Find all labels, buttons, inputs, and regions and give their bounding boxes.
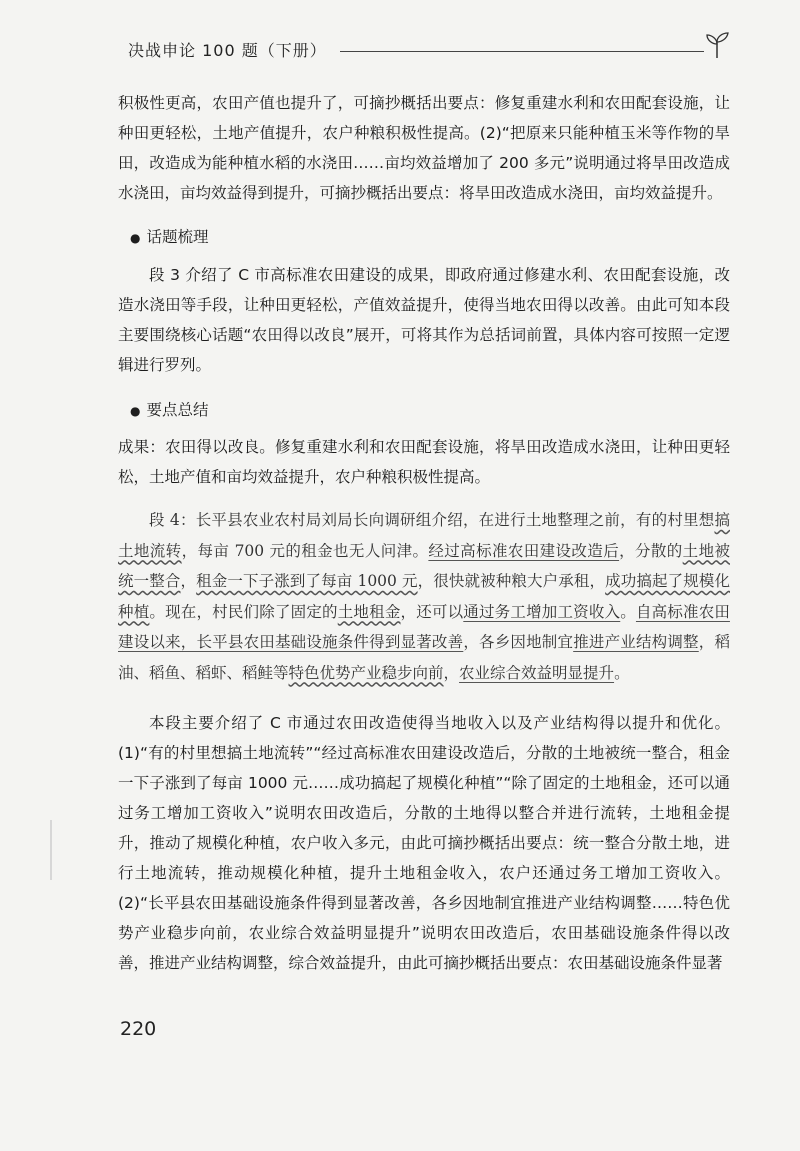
running-header xyxy=(128,28,738,68)
quote-text: ，每亩 700 元的租金也无人问津。 xyxy=(181,541,429,560)
paragraph-3: 成果：农田得以改良。修复重建水利和农田配套设施，将旱田改造成水浇田，让种田更轻松，土地产值和亩均效益提升，农户种粮积极性提高。 xyxy=(118,438,730,486)
page-number: 220 xyxy=(120,1018,157,1040)
header-rule xyxy=(340,51,704,52)
quote-text: ，分散的 xyxy=(619,541,683,560)
quote-text: ， xyxy=(443,663,460,682)
quote-text: ，很快就被种粮大户承租， xyxy=(417,572,606,590)
quote-text: 。 xyxy=(620,602,636,621)
quote-text: ，各乡因地制宜 xyxy=(463,633,574,651)
bullet-icon: ● xyxy=(130,404,141,418)
quote-underlined: 租金一下子涨到了每亩 1000 元 xyxy=(196,572,418,590)
section-heading-label: 要点总结 xyxy=(146,401,209,419)
quote-text: 。现在，村民们除了固定的 xyxy=(149,602,338,621)
quote-underlined: 推进产业结构调整 xyxy=(573,633,699,651)
paragraph-2: 段 3 介绍了 C 市高标准农田建设的成果，即政府通过修建水利、农田配套设施，改造水浇田等手段，让种田更轻松，产值效益提升，使得当地农田得以改善。由此可知本段主要围绕核心话题“农田得以改良”展开，可将其作为总括词前置，具体内容可按照一定逻辑进行罗列。 xyxy=(118,266,730,374)
bullet-icon: ● xyxy=(130,231,141,245)
quote-underlined: 土地被统一整合 xyxy=(118,541,730,590)
source-material-quote xyxy=(118,505,730,688)
quote-text: ，稻油、稻鱼、稻虾、稻鲑等 xyxy=(118,633,730,682)
quote-text: 。 xyxy=(614,663,630,682)
quote-underlined: 通过务工增加工资收入 xyxy=(463,602,621,621)
section-heading-summary xyxy=(130,395,209,426)
quote-underlined: 经过高标准农田建设改造后 xyxy=(428,541,620,560)
scan-artifact xyxy=(50,820,52,880)
quote-underlined: 特色优势产业稳步向前 xyxy=(288,663,444,682)
book-title: 决战申论 100 题（下册） xyxy=(128,41,327,60)
quote-underlined: 土地租金 xyxy=(337,602,401,621)
sprout-icon xyxy=(702,30,732,60)
paragraph-4: 本段主要介绍了 C 市通过农田改造使得当地收入以及产业结构得以提升和优化。(1)“有的村里想搞土地流转”“经过高标准农田建设改造后，分散的土地被统一整合，租金一下子涨到了每亩 1000 元……成功搞起了规模化种植”“除了固定的土地租金，还可以通过务工增加工资收入”说明农田改造后，分散的土地得以整合并进行流转，土地租金提升，推动了规模化种植，农户收入多元，由此可摘抄概括出要点：统一整合分散土地，进行土地流转，推动规模化种植，提升土地租金收入，农户还通过务工增加工资收入。(2)“长平县农田基础设施条件得到显著改善，各乡因地制宜推进产业结构调整……特色优势产业稳步向前，农业综合效益明显提升”说明农田改造后，农田基础设施条件得以改善，推进产业结构调整，综合效益提升，由此可摘抄概括出要点：农田基础设施条件显著 xyxy=(118,714,730,972)
section-heading-label: 话题梳理 xyxy=(146,228,209,246)
quote-underlined: 成功搞起了规模化种植 xyxy=(118,572,730,621)
quote-underlined: 农业综合效益明显提升 xyxy=(459,663,615,682)
quote-text: ，还可以 xyxy=(400,602,464,621)
quote-underlined: 自高标准农田建设以来，长平县农田基础设施条件得到显著改善 xyxy=(118,602,730,651)
quote-underlined: 搞土地流转 xyxy=(118,511,730,560)
quote-text: ， xyxy=(180,572,197,590)
paragraph-1: 积极性更高，农田产值也提升了，可摘抄概括出要点：修复重建水利和农田配套设施，让种田更轻松，土地产值提升，农户种粮积极性提高。(2)“把原来只能种植玉米等作物的旱田，改造成为能种植水稻的水浇田……亩均效益增加了 200 多元”说明通过将旱田改造成水浇田，亩均效益得到提升，可摘抄概括出要点：将旱田改造成水浇田，亩均效益提升。 xyxy=(118,94,730,202)
quote-text: 长平县农业农村局刘局长向调研组介绍，在进行土地整理之前，有的村里想 xyxy=(195,511,715,529)
section-heading-topic xyxy=(130,222,209,253)
quote-label: 段 4： xyxy=(149,511,196,529)
